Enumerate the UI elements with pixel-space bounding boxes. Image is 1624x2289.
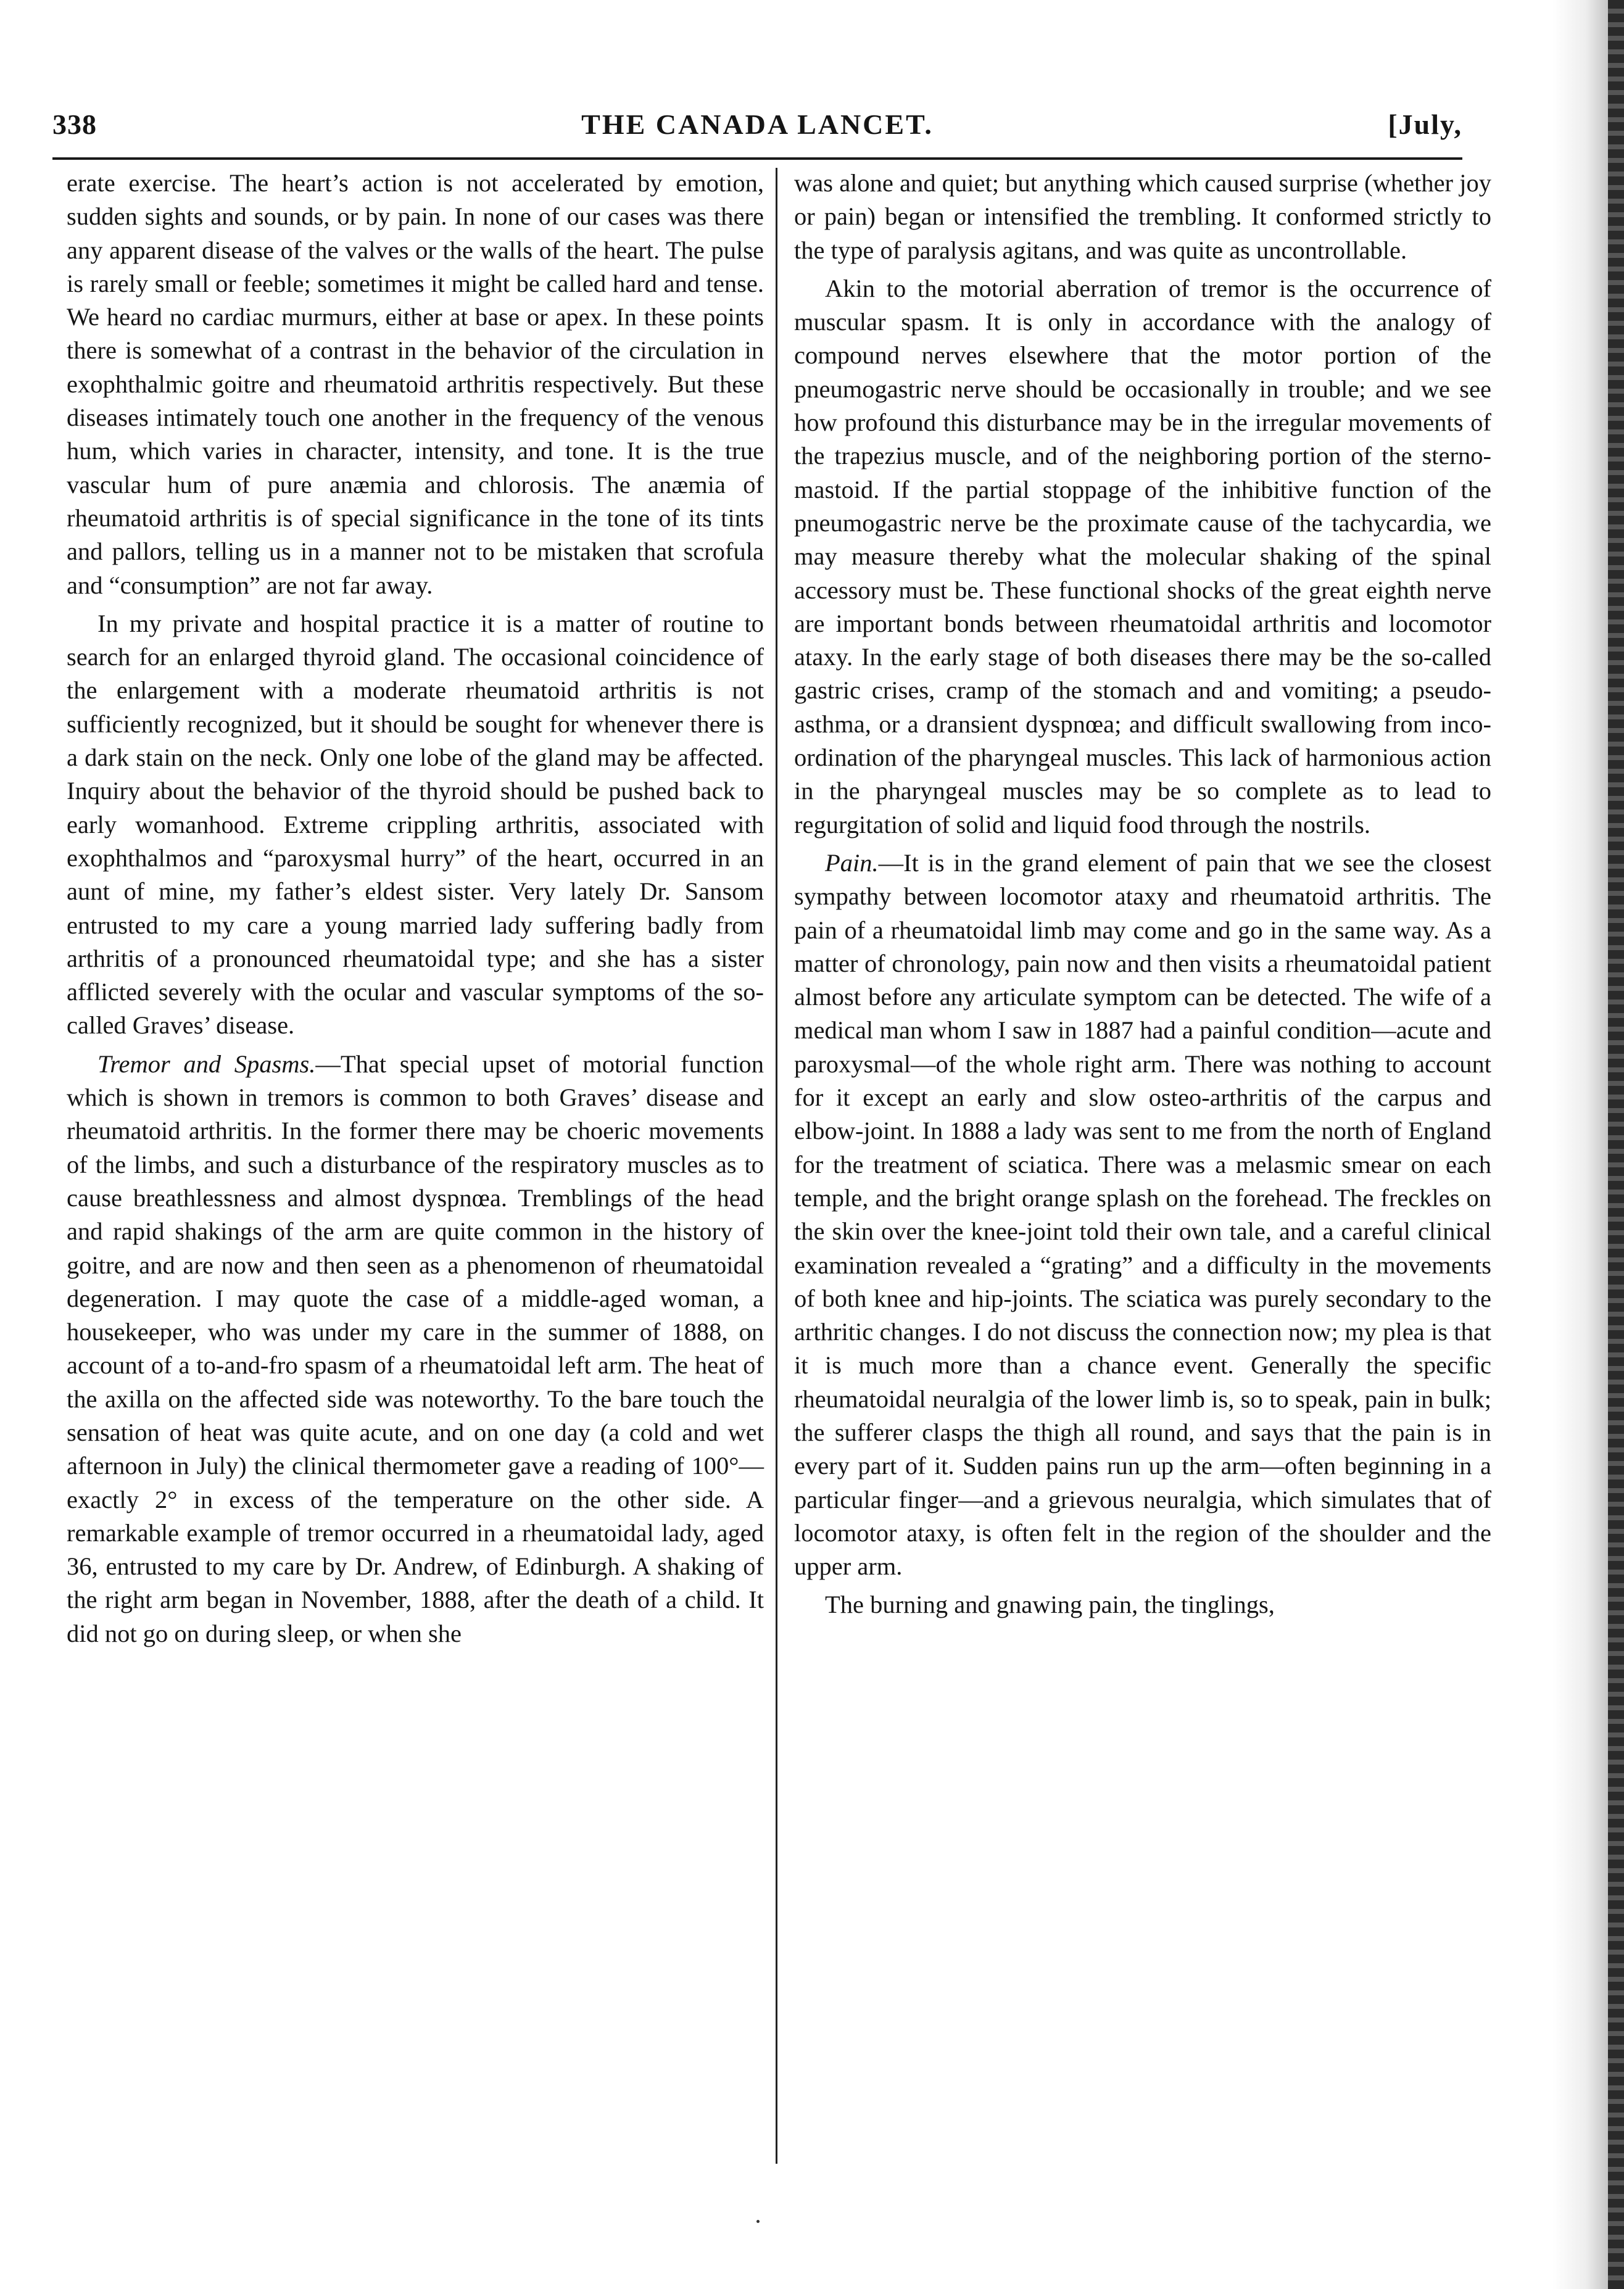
paragraph xyxy=(794,846,1491,1584)
paragraph-text: In my private and hospital practice it is a matter of routine to search for an enlarged thyroid gland. The occasional coincidence of the enlargement with a moderate rheumatoid arthritis is not sufficiently recognized, but it should be sought for whenever there is a dark stain on the neck. Only one lobe of the gland may be affected. Inquiry about the behavior of the thyroid should be pushed back to early womanhood. Extreme crippling arthritis, associated with exophthalmos and “paroxysmal hurry” of the heart, occurred in an aunt of mine, my father’s eldest sister. Very lately Dr. Sansom entrusted to my care a young married lady suffering badly from arthritis of a pronounced rheumatoidal type; and she has a sister afflicted severely with the ocular and vascular symptoms of the so-called Graves’ disease. xyxy=(67,609,764,1040)
page-number: 338 xyxy=(52,109,97,140)
right-column xyxy=(794,167,1491,1627)
paragraph xyxy=(794,167,1491,267)
scan-binding-edge xyxy=(1608,0,1624,2289)
paragraph-text: was alone and quiet; but anything which caused surprise (whether joy or pain) began or intensified the trembling. It conformed strictly to the type of paralysis agitans, and was quite as uncontrollable. xyxy=(794,169,1491,264)
section-run-in-heading: Tremor and Spasms. xyxy=(97,1049,316,1078)
journal-title: THE CANADA LANCET. xyxy=(581,109,934,140)
paragraph-text: The burning and gnawing pain, the tinglings, xyxy=(825,1591,1275,1619)
section-run-in-heading: Pain. xyxy=(825,848,879,877)
paragraph-text: —That special upset of motorial function which is shown in tremors is common to both Graves’ disease and rheumatoid arthritis. In the former there may be choeric movements of the limbs, and such a disturbance of the respiratory muscles as to cause breathlessness and almost dyspnœa. Tremblings of the head and rapid shakings of the arm are quite common in the history of goitre, and are now and then seen as a phenomenon of rheumatoidal degeneration. I may quote the case of a middle-aged woman, a housekeeper, who was under my care in the summer of 1888, on account of a to-and-fro spasm of a rheumatoidal left arm. The heat of the axilla on the affected side was noteworthy. To the bare touch the sensation of heat was quite acute, and on one day (a cold and wet afternoon in July) the clinical thermometer gave a reading of 100°—exactly 2° in excess of the temperature on the other side. A remarkable example of tremor occurred in a rheumatoidal lady, aged 36, entrusted to my care by Dr. Andrew, of Edinburgh. A shaking of the right arm began in November, 1888, after the death of a child. It did not go on during sleep, or when she xyxy=(67,1049,764,1647)
left-column xyxy=(67,167,764,1655)
paragraph xyxy=(67,1048,764,1650)
paragraph-text: erate exercise. The heart’s action is not accelerated by emotion, sudden sights and sounds, or by pain. In none of our cases was there any apparent disease of the valves or the walls of the heart. The pulse is rarely small or feeble; sometimes it might be called hard and tense. We heard no cardiac murmurs, either at base or apex. In these points there is somewhat of a contrast in the behavior of the circulation in exophthalmic goitre and rheumatoid arthritis respectively. But these diseases intimately touch one another in the frequency of the venous hum, which varies in character, intensity, and tone. It is the true vascular hum of pure anæmia and chlorosis. The anæmia of rheumatoid arthritis is of special significance in the tone of its tints and pallors, telling us in a manner not to be mistaken that scrofula and “consumption” are not far away. xyxy=(67,169,764,599)
print-speck xyxy=(756,2220,760,2223)
paragraph xyxy=(794,1588,1491,1621)
header-month: [July, xyxy=(1388,109,1462,140)
paragraph xyxy=(67,607,764,1043)
column-divider xyxy=(776,168,777,2164)
paragraph-text: —It is in the grand element of pain that we see the closest sympathy between locomotor ataxy and rheumatoid arthritis. The pain of a rheumatoidal limb may come and go in the same way. As a matter of chronology, pain now and then visits a rheumatoidal patient almost before any articulate symptom can be detected. The wife of a medical man whom I saw in 1887 had a painful condition—acute and paroxysmal—of the whole right arm. There was nothing to account for it except an early and slow osteo-arthritis of the carpus and elbow-joint. In 1888 a lady was sent to me from the north of England for the treatment of sciatica. There was a melasmic smear on each temple, and the bright orange splash on the forehead. The freckles on the skin over the knee-joint told their own tale, and a careful clinical examination revealed a “grating” and a difficulty in the movements of both knee and hip-joints. The sciatica was purely secondary to the arthritic changes. I do not discuss the connection now; my plea is that it is much more than a chance event. Generally the specific rheumatoidal neuralgia of the lower limb is, so to speak, pain in bulk; the sufferer clasps the thigh all round, and says that the pain is in every part of it. Sudden pains run up the arm—often beginning in a particular finger—and a grievous neuralgia, which simulates that of locomotor ataxy, is often felt in the region of the shoulder and the upper arm. xyxy=(794,848,1491,1581)
running-header xyxy=(52,108,1462,160)
paragraph xyxy=(794,272,1491,842)
paragraph-text: Akin to the motorial aberration of tremor is the occurrence of muscular spasm. It is only in accordance with the analogy of compound nerves elsewhere that the motor portion of the pneumogastric nerve should be occasionally in trouble; and we see how profound this disturbance may be in the irregular movements of the trapezius muscle, and of the neighboring portion of the sterno-mastoid. If the partial stoppage of the inhibitive function of the pneumogastric nerve be the proximate cause of the tachycardia, we may measure thereby what the molecular shaking of the spinal accessory must be. These functional shocks of the great eighth nerve are important bonds between rheumatoidal arthritis and locomotor ataxy. In the early stage of both diseases there may be the so-called gastric crises, cramp of the stomach and and vomiting; a pseudo-asthma, or a dransient dyspnœa; and difficult swallowing from inco-ordination of the pharyngeal muscles. This lack of harmonious action in the pharyngeal muscles may be so complete as to lead to regurgitation of solid and liquid food through the nostrils. xyxy=(794,274,1491,838)
scan-binding-shadow xyxy=(1552,0,1608,2289)
paragraph xyxy=(67,167,764,602)
